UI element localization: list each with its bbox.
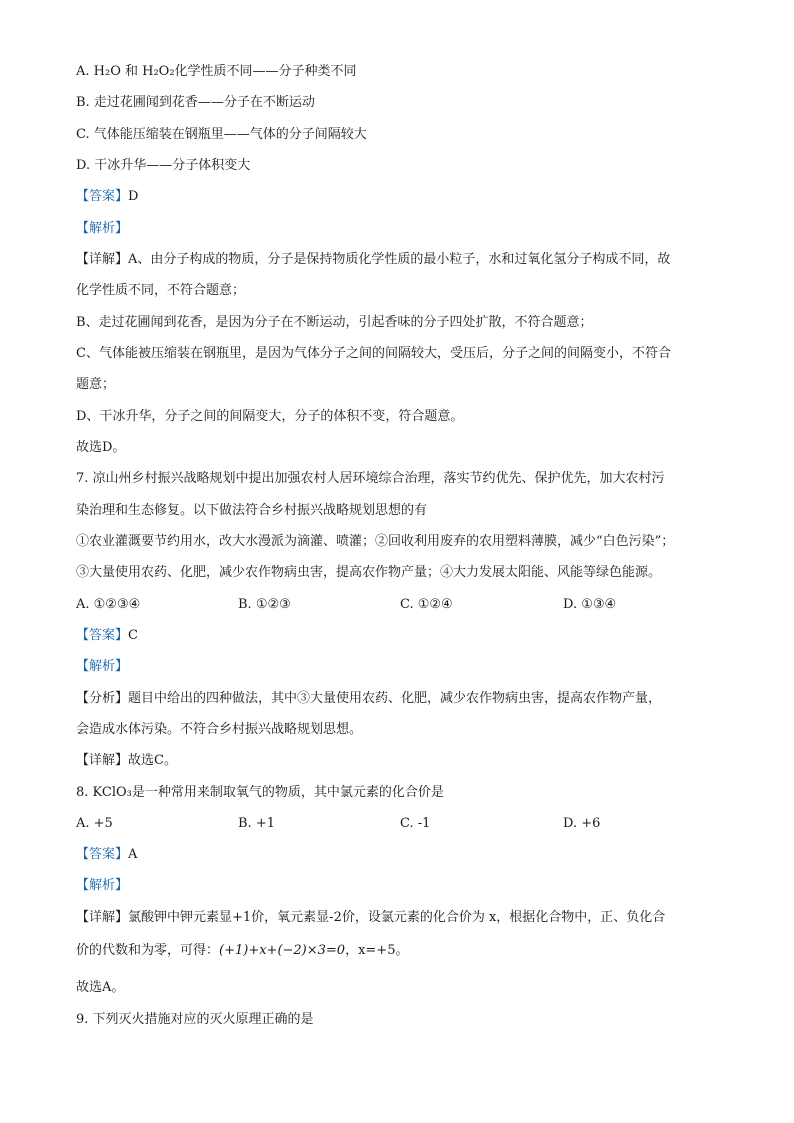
q6-detail-line-2: 化学性质不同，不符合题意；: [76, 283, 246, 298]
q8-detail-2-pre: 价的代数和为零，可得：: [76, 943, 220, 958]
answer-label: 【答案】: [76, 189, 129, 204]
q7-detail: 故选C。: [128, 753, 177, 768]
q8-detail-line-1: [76, 909, 665, 927]
q6-detail-line-6: D、干冰升华，分子之间的间隔变大，分子的体积不变，符合题意。: [76, 409, 464, 424]
q8-option-d: D. +6: [563, 816, 601, 831]
q8-detail-2-post: ，x=+5。: [345, 943, 409, 958]
q7-analysis-line: [76, 658, 128, 676]
q8-answer: A: [128, 847, 138, 862]
q6-detail-line-1: [76, 251, 670, 269]
q6-conclusion: 故选D。: [76, 440, 126, 455]
q8-option-c: C. -1: [400, 816, 431, 831]
detail-label: 【详解】: [76, 753, 129, 768]
q7-stem-1: 7. 凉山州乡村振兴战略规划中提出加强农村人居环境综合治理，落实节约优先、保护优先，加大农村污: [76, 471, 665, 486]
q7-answer: C: [128, 628, 138, 643]
q6-option-c: C. 气体能压缩装在钢瓶里——气体的分子间隔较大: [76, 127, 367, 142]
q8-conclusion: 故选A。: [76, 980, 125, 995]
q7-stem-2: 染治理和生态修复。以下做法符合乡村振兴战略规划思想的有: [76, 503, 428, 518]
q7-analyze-line-2: 会造成水体污染。不符合乡村振兴战略规划思想。: [76, 722, 363, 737]
q7-stem-4: ③大量使用农药、化肥，减少农作物病虫害，提高农作物产量；④大力发展太阳能、风能等绿色能源。: [76, 565, 662, 580]
q8-detail-line-2: [76, 942, 408, 960]
q6-detail-line-5: 题意；: [76, 377, 116, 392]
q7-option-d: D. ①③④: [563, 597, 617, 612]
q8-option-b: B. +1: [238, 816, 275, 831]
q8-analysis-line: [76, 877, 128, 895]
q7-answer-line: [76, 627, 138, 645]
q7-option-a: A. ①②③④: [76, 597, 141, 612]
q8-stem: 8. KClO₃是一种常用来制取氧气的物质，其中氯元素的化合价是: [76, 785, 444, 800]
q6-analysis-line: [76, 220, 128, 238]
analysis-label: 【解析】: [76, 659, 129, 674]
answer-label: 【答案】: [76, 847, 129, 862]
q8-option-a: A. +5: [76, 816, 113, 831]
answer-label: 【答案】: [76, 628, 129, 643]
q7-stem-3: ①农业灌溉要节约用水，改大水漫派为滴灌、喷灌；②回收利用废弃的农用塑料薄膜，减少“白色污染”；: [76, 534, 675, 549]
q8-equation: (+1)+x+(−2)×3=0: [219, 943, 346, 958]
q6-option-d: D. 干冰升华——分子体积变大: [76, 158, 251, 173]
q6-detail-line-4: C、气体能被压缩装在钢瓶里，是因为气体分子之间的间隔较大，受压后，分子之间的间隔变小，不符合: [76, 346, 671, 361]
analysis-label: 【解析】: [76, 221, 129, 236]
q6-option-a: A. H₂O 和 H₂O₂化学性质不同——分子种类不同: [76, 64, 357, 79]
q6-option-b: B. 走过花圃闻到花香——分子在不断运动: [76, 95, 315, 110]
analysis-label: 【解析】: [76, 878, 129, 893]
q9-stem: 9. 下列灭火措施对应的灭火原理正确的是: [76, 1012, 314, 1027]
q7-option-c: C. ①②④: [400, 597, 453, 612]
q7-option-b: B. ①②③: [238, 597, 291, 612]
q7-analyze-line-1: [76, 690, 661, 708]
q6-answer: D: [128, 189, 139, 204]
q7-analyze-1: 题目中给出的四种做法，其中③大量使用农药、化肥，减少农作物病虫害，提高农作物产量，: [128, 691, 662, 706]
detail-label: 【详解】: [76, 252, 129, 267]
detail-label: 【详解】: [76, 910, 129, 925]
q6-detail-line-3: B、走过花圃闻到花香，是因为分子在不断运动，引起香味的分子四处扩散，不符合题意；: [76, 315, 593, 330]
q8-answer-line: [76, 846, 137, 864]
q6-detail-1: A、由分子构成的物质，分子是保持物质化学性质的最小粒子，水和过氧化氢分子构成不同，故: [128, 252, 671, 267]
q6-answer-line: [76, 188, 138, 206]
analyze-label: 【分析】: [76, 691, 129, 706]
q8-detail-1: 氯酸钾中钾元素显+1价，氧元素显-2价，设氯元素的化合价为 x，根据化合物中，正、负化合: [128, 910, 666, 925]
q7-detail-line: [76, 752, 177, 770]
